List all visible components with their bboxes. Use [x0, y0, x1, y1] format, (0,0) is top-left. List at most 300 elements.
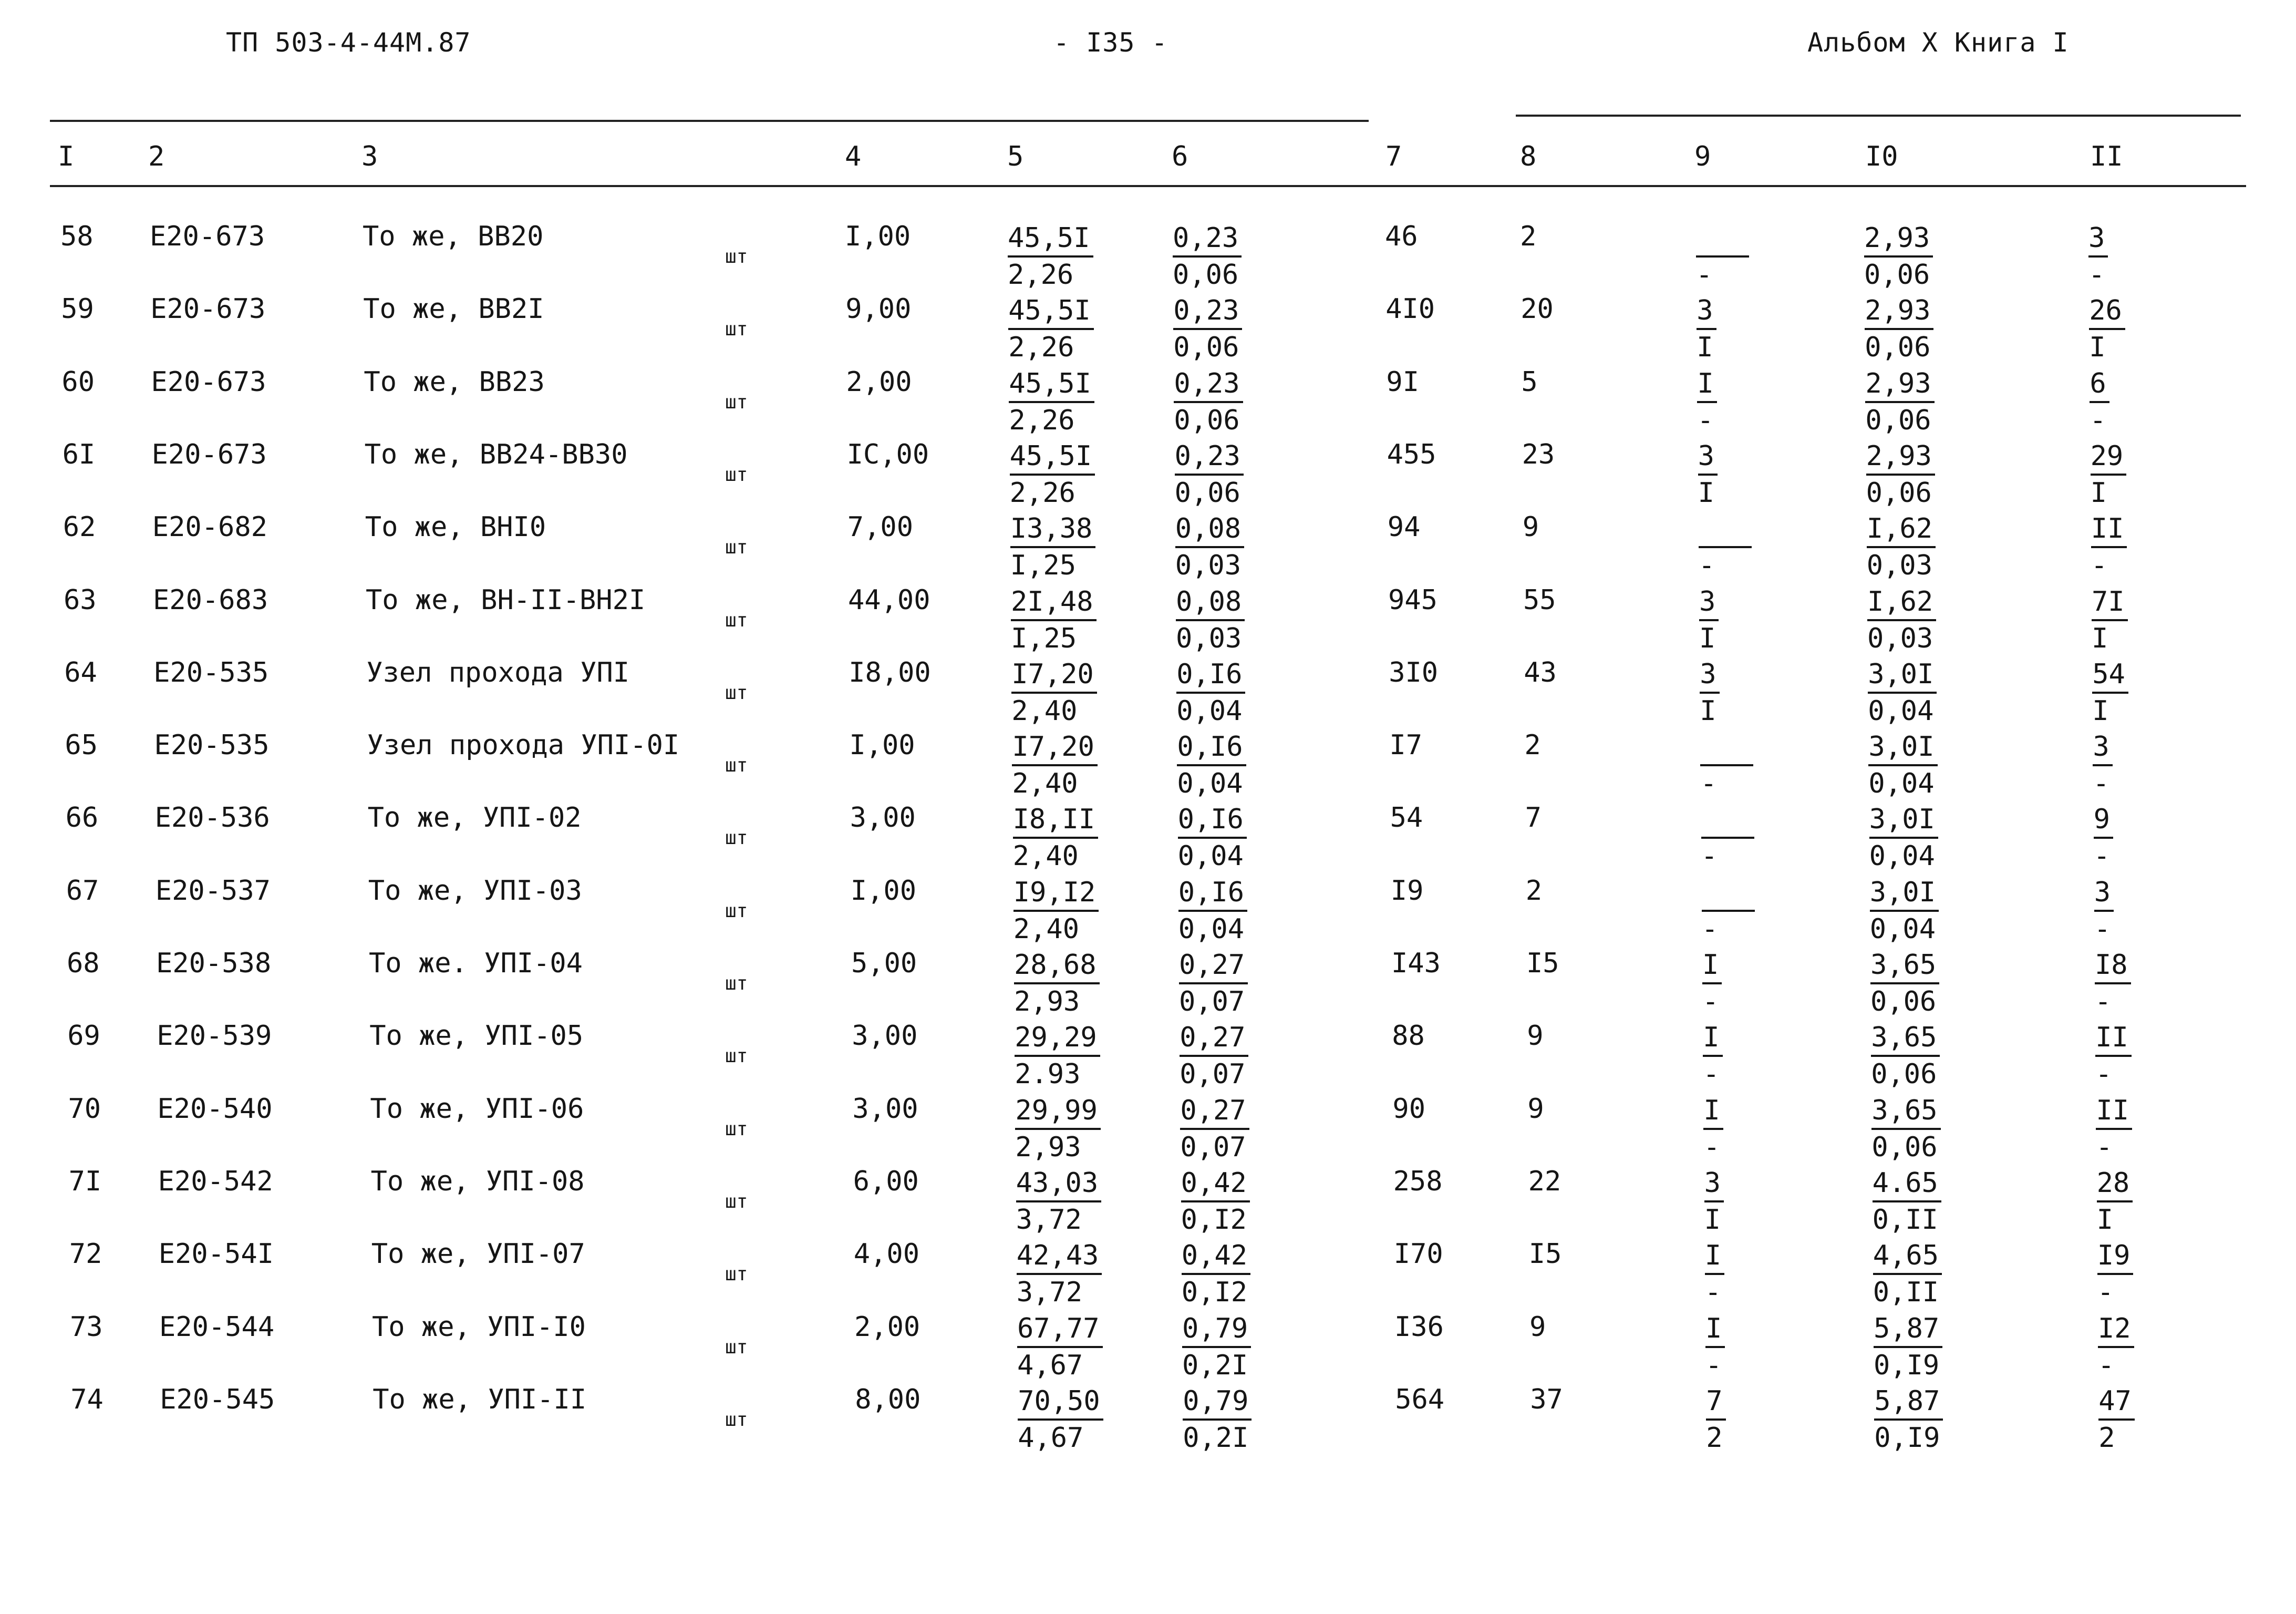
column-11-value-numerator: 28 — [2097, 1166, 2133, 1202]
table-row — [0, 221, 2296, 293]
column-5-value — [1018, 1384, 1103, 1455]
column-5-value-denominator: 2.93 — [1015, 1058, 1081, 1090]
item-name: То же, УПI-03 — [368, 875, 582, 907]
column-11-value — [2090, 366, 2109, 438]
item-name: То же. УПI-04 — [369, 948, 583, 979]
column-6-value-denominator: 0,04 — [1176, 695, 1243, 727]
unit-label: шт — [725, 246, 748, 268]
column-9-value — [1699, 584, 1719, 656]
item-name: То же, ВНI0 — [365, 511, 546, 543]
column-9-value-numerator: 3 — [1697, 293, 1716, 330]
unit-label: шт — [725, 318, 748, 340]
row-number: 62 — [63, 511, 96, 543]
column-11-value-numerator: II — [2095, 1020, 2132, 1057]
column-7-value: I9 — [1390, 875, 1424, 907]
item-name: То же, УПI-06 — [370, 1093, 584, 1125]
column-header-9: 9 — [1694, 141, 1711, 172]
table-row — [0, 1311, 2296, 1384]
column-5-value-numerator: I7,20 — [1011, 657, 1097, 694]
item-name: То же, ВВ2I — [363, 293, 544, 325]
column-6-value-numerator: 0,27 — [1180, 1093, 1249, 1130]
column-10-value-numerator: 5,87 — [1874, 1311, 1942, 1348]
column-11-value — [2094, 875, 2114, 947]
column-9-value-denominator: - — [1700, 768, 1717, 799]
column-11-value-denominator: - — [2091, 550, 2108, 581]
column-10-value — [1866, 439, 1935, 510]
column-8-value: 55 — [1523, 584, 1556, 616]
item-name: То же, УПI-05 — [369, 1020, 584, 1052]
row-number: 66 — [65, 802, 99, 834]
column-9-value — [1704, 1166, 1724, 1237]
column-9-value-denominator: I — [1704, 1204, 1721, 1236]
column-9-value-numerator — [1696, 221, 1749, 258]
column-6-value-numerator: 0,I6 — [1178, 802, 1247, 839]
column-10-value-numerator: 3,65 — [1870, 948, 1939, 984]
column-9-value-numerator: 3 — [1699, 584, 1719, 621]
column-9-value — [1699, 511, 1752, 583]
column-6-value-denominator: 0,03 — [1176, 623, 1242, 654]
quantity: I,00 — [849, 729, 915, 761]
item-name: То же, УПI-I0 — [372, 1311, 586, 1343]
column-5-value-numerator: 29,29 — [1015, 1020, 1100, 1057]
column-7-value: 88 — [1392, 1020, 1425, 1052]
row-number: 69 — [67, 1020, 100, 1052]
column-11-value — [2095, 1020, 2132, 1092]
column-11-value — [2092, 657, 2128, 728]
column-10-value-denominator: 0,04 — [1868, 768, 1935, 799]
unit-label: шт — [725, 610, 748, 631]
row-number: 7I — [68, 1166, 102, 1197]
column-7-value: 3I0 — [1389, 657, 1439, 688]
column-10-value — [1868, 657, 1937, 728]
column-6-value-numerator: 0,79 — [1183, 1384, 1252, 1421]
column-6-value — [1181, 1166, 1250, 1237]
column-9-value-denominator: - — [1697, 405, 1714, 436]
position-code: Е20-542 — [158, 1166, 273, 1197]
column-6-value — [1175, 439, 1244, 510]
quantity: 6,00 — [853, 1166, 919, 1197]
row-number: 60 — [61, 366, 95, 398]
column-6-value-numerator: 0,08 — [1176, 584, 1245, 621]
column-6-value-denominator: 0,06 — [1174, 405, 1240, 436]
table-row — [0, 366, 2296, 439]
column-6-value-numerator: 0,27 — [1179, 948, 1248, 984]
item-name: То же, ВВ23 — [364, 366, 545, 398]
column-7-value: 90 — [1392, 1093, 1426, 1125]
column-11-value-numerator: 7I — [2092, 584, 2128, 621]
column-5-value-denominator: 2,93 — [1015, 1132, 1081, 1163]
column-5-value — [1011, 584, 1097, 656]
column-11-value-numerator: 29 — [2091, 439, 2127, 476]
column-6-value-denominator: 0,04 — [1178, 913, 1245, 945]
column-7-value: I43 — [1391, 948, 1441, 979]
column-5-value-numerator: 2I,48 — [1011, 584, 1097, 621]
position-code: Е20-673 — [150, 221, 265, 252]
column-10-value-numerator: 3,65 — [1871, 1020, 1940, 1057]
column-10-value-denominator: 0,II — [1873, 1277, 1939, 1308]
column-5-value-denominator: 4,67 — [1017, 1350, 1083, 1381]
quantity: 2,00 — [846, 366, 912, 398]
column-10-value-denominator: 0,06 — [1866, 477, 1932, 509]
column-11-value-denominator: - — [2095, 986, 2112, 1017]
column-10-value-numerator: I,62 — [1867, 511, 1936, 548]
column-11-value-denominator: - — [2097, 1277, 2114, 1308]
column-5-value — [1011, 657, 1097, 728]
column-5-value — [1017, 1238, 1102, 1310]
unit-label: шт — [725, 464, 748, 486]
unit-label: шт — [725, 1263, 748, 1285]
column-11-value-denominator: 2 — [2098, 1422, 2115, 1454]
column-5-value-denominator: 3,72 — [1016, 1204, 1082, 1236]
column-9-value-denominator: - — [1704, 1277, 1722, 1308]
column-10-value-numerator: I,62 — [1867, 584, 1936, 621]
quantity: 3,00 — [850, 802, 916, 834]
table-row — [0, 293, 2296, 366]
position-code: Е20-535 — [154, 729, 270, 761]
quantity: 3,00 — [852, 1020, 918, 1052]
column-6-value — [1176, 657, 1245, 728]
column-5-value-denominator: 2,40 — [1012, 768, 1078, 799]
column-9-value-numerator — [1701, 802, 1754, 839]
column-6-value — [1176, 584, 1245, 656]
column-9-value-denominator: I — [1698, 477, 1714, 509]
column-5-value-numerator: 67,77 — [1017, 1311, 1103, 1348]
column-10-value — [1865, 366, 1934, 438]
column-11-value — [2095, 948, 2131, 1019]
column-5-value — [1013, 802, 1099, 873]
item-name: То же, УПI-07 — [371, 1238, 585, 1270]
column-6-value-numerator: 0,23 — [1175, 439, 1244, 476]
column-11-value-denominator: I — [2096, 1204, 2113, 1236]
column-11-value — [2091, 439, 2127, 510]
column-5-value-denominator: 2,40 — [1013, 913, 1080, 945]
column-header-8: 8 — [1520, 141, 1537, 172]
column-8-value: I5 — [1528, 1238, 1562, 1270]
column-5-value — [1014, 948, 1100, 1019]
column-10-value — [1871, 1020, 1940, 1092]
quantity: 4,00 — [853, 1238, 920, 1270]
column-11-value-denominator: - — [2096, 1132, 2113, 1163]
item-name: То же, УПI-02 — [367, 802, 582, 834]
row-number: 70 — [68, 1093, 101, 1125]
column-6-value-denominator: 0,07 — [1180, 1058, 1246, 1090]
column-header-2: 2 — [148, 141, 165, 172]
column-11-value — [2098, 1384, 2135, 1455]
column-5-value — [1013, 875, 1099, 947]
column-6-value — [1178, 802, 1247, 873]
row-number: 64 — [64, 657, 97, 688]
column-9-value-denominator: I — [1700, 695, 1716, 727]
column-5-value-numerator: I9,I2 — [1013, 875, 1099, 912]
column-7-value: 564 — [1395, 1384, 1445, 1415]
column-10-value — [1870, 948, 1939, 1019]
column-11-value — [2097, 1166, 2133, 1237]
table-row — [0, 657, 2296, 729]
column-5-value-numerator: I3,38 — [1010, 511, 1096, 548]
column-11-value-denominator: - — [2093, 768, 2109, 799]
table-row — [0, 1166, 2296, 1238]
position-code: Е20-536 — [154, 802, 270, 834]
item-name: То же, УПI-08 — [370, 1166, 585, 1197]
column-header-7: 7 — [1385, 141, 1402, 172]
column-6-value-denominator: 0,06 — [1173, 259, 1239, 291]
position-code: Е20-683 — [153, 584, 268, 616]
column-9-value — [1703, 1093, 1723, 1165]
table-row — [0, 875, 2296, 948]
column-8-value: 37 — [1530, 1384, 1563, 1415]
column-11-value-numerator: 26 — [2089, 293, 2125, 330]
column-9-value — [1697, 293, 1716, 365]
column-10-value — [1869, 802, 1938, 873]
column-5-value-denominator: I,25 — [1010, 550, 1077, 581]
column-11-value-numerator: I8 — [2095, 948, 2131, 984]
column-header-4: 4 — [845, 141, 862, 172]
column-7-value: I7 — [1389, 729, 1423, 761]
column-8-value: 9 — [1527, 1093, 1544, 1125]
position-code: Е20-538 — [156, 948, 272, 979]
column-5-value-denominator: 3,72 — [1016, 1277, 1083, 1308]
column-6-value-numerator: 0,I6 — [1176, 657, 1245, 694]
column-7-value: 4I0 — [1385, 293, 1435, 325]
column-11-value-numerator: 54 — [2092, 657, 2128, 694]
column-11-value-denominator: - — [2095, 1058, 2112, 1090]
row-number: 68 — [67, 948, 100, 979]
unit-label: шт — [725, 392, 748, 413]
column-8-value: 9 — [1529, 1311, 1546, 1343]
position-code: Е20-673 — [150, 293, 266, 325]
column-10-value — [1864, 221, 1933, 292]
row-number: 74 — [70, 1384, 104, 1415]
column-5-value-numerator: 42,43 — [1017, 1238, 1102, 1275]
column-header-10: I0 — [1865, 141, 1898, 172]
column-6-value-denominator: 0,03 — [1175, 550, 1242, 581]
row-number: 6I — [62, 439, 96, 470]
column-9-value-numerator — [1699, 511, 1752, 548]
column-8-value: 2 — [1524, 729, 1541, 761]
column-6-value-denominator: 0,06 — [1174, 477, 1240, 509]
column-10-value-numerator: 5,87 — [1874, 1384, 1943, 1421]
column-8-value: 9 — [1522, 511, 1539, 543]
column-6-value-numerator: 0,08 — [1175, 511, 1244, 548]
quantity: 8,00 — [855, 1384, 921, 1415]
unit-label: шт — [725, 1118, 748, 1140]
column-6-value-denominator: 0,07 — [1180, 1132, 1246, 1163]
unit-label: шт — [725, 900, 748, 922]
row-number: 59 — [61, 293, 94, 325]
position-code: Е20-540 — [157, 1093, 273, 1125]
column-10-value-numerator: 2,93 — [1866, 439, 1935, 476]
column-9-value — [1706, 1384, 1725, 1455]
table-row — [0, 948, 2296, 1020]
column-7-value: 46 — [1385, 221, 1418, 252]
column-5-value-numerator: 45,5I — [1010, 439, 1095, 476]
column-10-value-denominator: 0,II — [1872, 1204, 1938, 1236]
column-9-value-denominator: - — [1701, 913, 1719, 945]
column-10-value-denominator: 0,04 — [1868, 695, 1934, 727]
column-9-value-numerator: I — [1705, 1238, 1724, 1275]
column-8-value: 20 — [1521, 293, 1554, 325]
column-6-value-denominator: 0,06 — [1173, 332, 1239, 363]
column-5-value-numerator: I8,II — [1013, 802, 1099, 839]
column-10-value-denominator: 0,I9 — [1874, 1350, 1940, 1381]
column-5-value-numerator: 45,5I — [1008, 293, 1094, 330]
column-5-value-denominator: 2,40 — [1012, 840, 1079, 872]
column-6-value — [1180, 1020, 1248, 1092]
column-5-value-numerator: 45,5I — [1009, 366, 1094, 403]
column-11-value-denominator: - — [2094, 913, 2111, 945]
column-6-value-numerator: 0,23 — [1173, 221, 1242, 258]
column-11-value-numerator: 47 — [2098, 1384, 2135, 1421]
column-9-value-numerator: I — [1705, 1311, 1725, 1348]
column-5-value — [1016, 1166, 1102, 1237]
column-7-value: 258 — [1393, 1166, 1443, 1197]
column-5-value — [1008, 293, 1094, 365]
column-11-value — [2093, 729, 2112, 801]
column-10-value — [1874, 1311, 1942, 1383]
column-5-value — [1012, 729, 1098, 801]
column-5-value-denominator: 2,40 — [1011, 695, 1078, 727]
column-5-value — [1017, 1311, 1103, 1383]
column-9-value-denominator: - — [1705, 1350, 1722, 1381]
column-5-value-denominator: 2,26 — [1009, 405, 1075, 436]
row-number: 65 — [65, 729, 98, 761]
column-5-value — [1008, 221, 1093, 292]
column-5-value-denominator: 2,26 — [1008, 259, 1074, 291]
position-code: Е20-673 — [151, 439, 267, 470]
column-9-value — [1702, 875, 1755, 947]
column-9-value-numerator: 3 — [1700, 657, 1719, 694]
column-11-value-denominator: - — [2093, 840, 2110, 872]
column-8-value: I5 — [1526, 948, 1559, 979]
column-10-value-denominator: 0,I9 — [1874, 1422, 1940, 1454]
column-5-value-numerator: 70,50 — [1018, 1384, 1103, 1421]
column-8-value: 43 — [1524, 657, 1557, 688]
column-6-value — [1182, 1238, 1250, 1310]
column-7-value: 455 — [1387, 439, 1436, 470]
column-6-value-denominator: 0,2I — [1183, 1422, 1249, 1454]
position-code: Е20-673 — [151, 366, 266, 398]
column-5-value — [1010, 511, 1096, 583]
column-10-value-numerator: 3,0I — [1868, 729, 1937, 766]
column-9-value — [1698, 439, 1718, 510]
column-10-value-numerator: 4.65 — [1873, 1166, 1941, 1202]
column-6-value — [1180, 1093, 1249, 1165]
column-5-value — [1009, 366, 1094, 438]
column-9-value-numerator — [1702, 875, 1755, 912]
column-9-value — [1703, 1020, 1722, 1092]
column-9-value-denominator: - — [1703, 1132, 1720, 1163]
column-6-value — [1175, 511, 1244, 583]
column-11-value-numerator: 3 — [2094, 875, 2114, 912]
column-9-value — [1696, 221, 1749, 292]
column-5-value — [1015, 1093, 1101, 1165]
column-10-value-numerator: 2,93 — [1865, 366, 1934, 403]
column-10-value — [1867, 511, 1936, 583]
column-6-value — [1178, 875, 1247, 947]
column-6-value-numerator: 0,23 — [1173, 293, 1242, 330]
position-code: Е20-539 — [157, 1020, 272, 1052]
column-11-value-numerator: II — [2091, 511, 2127, 548]
table-row — [0, 584, 2296, 657]
quantity: 2,00 — [854, 1311, 921, 1343]
column-10-value-numerator: 3,65 — [1871, 1093, 1940, 1130]
column-header-3: 3 — [361, 141, 378, 172]
column-6-value — [1179, 948, 1248, 1019]
column-10-value — [1865, 293, 1933, 365]
column-10-value-numerator: 4,65 — [1873, 1238, 1942, 1275]
column-7-value: 54 — [1390, 802, 1423, 834]
column-11-value-denominator: I — [2090, 477, 2107, 509]
row-number: 63 — [64, 584, 97, 616]
column-header-6: 6 — [1172, 141, 1188, 172]
column-5-value-numerator: 43,03 — [1016, 1166, 1102, 1202]
item-name: Узел прохода УПI — [366, 657, 630, 688]
row-number: 72 — [69, 1238, 102, 1270]
unit-label: шт — [725, 682, 748, 704]
column-10-value-numerator: 3,0I — [1868, 657, 1937, 694]
column-6-value-numerator: 0,79 — [1182, 1311, 1251, 1348]
column-5-value — [1010, 439, 1095, 510]
column-6-value — [1173, 221, 1242, 292]
column-5-value-denominator: 4,67 — [1018, 1422, 1084, 1454]
position-code: Е20-54I — [158, 1238, 274, 1270]
column-9-value-numerator: 3 — [1698, 439, 1718, 476]
column-5-value-numerator: 29,99 — [1015, 1093, 1101, 1130]
column-9-value-numerator: 3 — [1704, 1166, 1724, 1202]
column-10-value-denominator: 0,06 — [1871, 1058, 1937, 1090]
column-6-value — [1173, 293, 1242, 365]
column-6-value — [1177, 729, 1246, 801]
column-10-value-denominator: 0,06 — [1870, 986, 1937, 1017]
column-11-value — [2096, 1093, 2132, 1165]
column-11-value-denominator: - — [2088, 259, 2105, 291]
column-9-value — [1702, 948, 1722, 1019]
column-11-value-numerator: I2 — [2098, 1311, 2134, 1348]
column-11-value-denominator: I — [2089, 332, 2106, 363]
item-name: То же, УПI-II — [373, 1384, 587, 1415]
column-11-value-denominator: - — [2090, 405, 2106, 436]
album-book-label: Альбом X Книга I — [1807, 27, 2069, 58]
column-11-value — [2092, 584, 2128, 656]
column-8-value: 23 — [1522, 439, 1555, 470]
quantity: I,00 — [845, 221, 911, 252]
column-11-value-numerator: I9 — [2097, 1238, 2134, 1275]
column-7-value: I70 — [1393, 1238, 1443, 1270]
column-10-value-denominator: 0,06 — [1865, 332, 1931, 363]
column-6-value-numerator: 0,23 — [1174, 366, 1243, 403]
item-name: Узел прохода УПI-0I — [367, 729, 680, 761]
quantity: 7,00 — [847, 511, 914, 543]
unit-label: шт — [725, 973, 748, 994]
column-11-value-denominator: I — [2092, 623, 2108, 654]
table-row — [0, 1093, 2296, 1166]
unit-label: шт — [725, 1337, 748, 1358]
column-10-value — [1874, 1384, 1943, 1455]
column-9-value — [1705, 1311, 1725, 1383]
column-header-11: II — [2090, 141, 2123, 172]
column-9-value-denominator: 2 — [1706, 1422, 1723, 1454]
column-6-value — [1183, 1384, 1252, 1455]
item-name: То же, ВВ20 — [363, 221, 544, 252]
document-code: ТП 503-4-44М.87 — [226, 27, 471, 58]
column-6-value-numerator: 0,42 — [1182, 1238, 1250, 1275]
row-number: 67 — [66, 875, 99, 907]
quantity: 3,00 — [852, 1093, 918, 1125]
column-6-value — [1182, 1311, 1251, 1383]
unit-label: шт — [725, 827, 748, 849]
column-8-value: 2 — [1520, 221, 1537, 252]
quantity: 44,00 — [848, 584, 930, 616]
